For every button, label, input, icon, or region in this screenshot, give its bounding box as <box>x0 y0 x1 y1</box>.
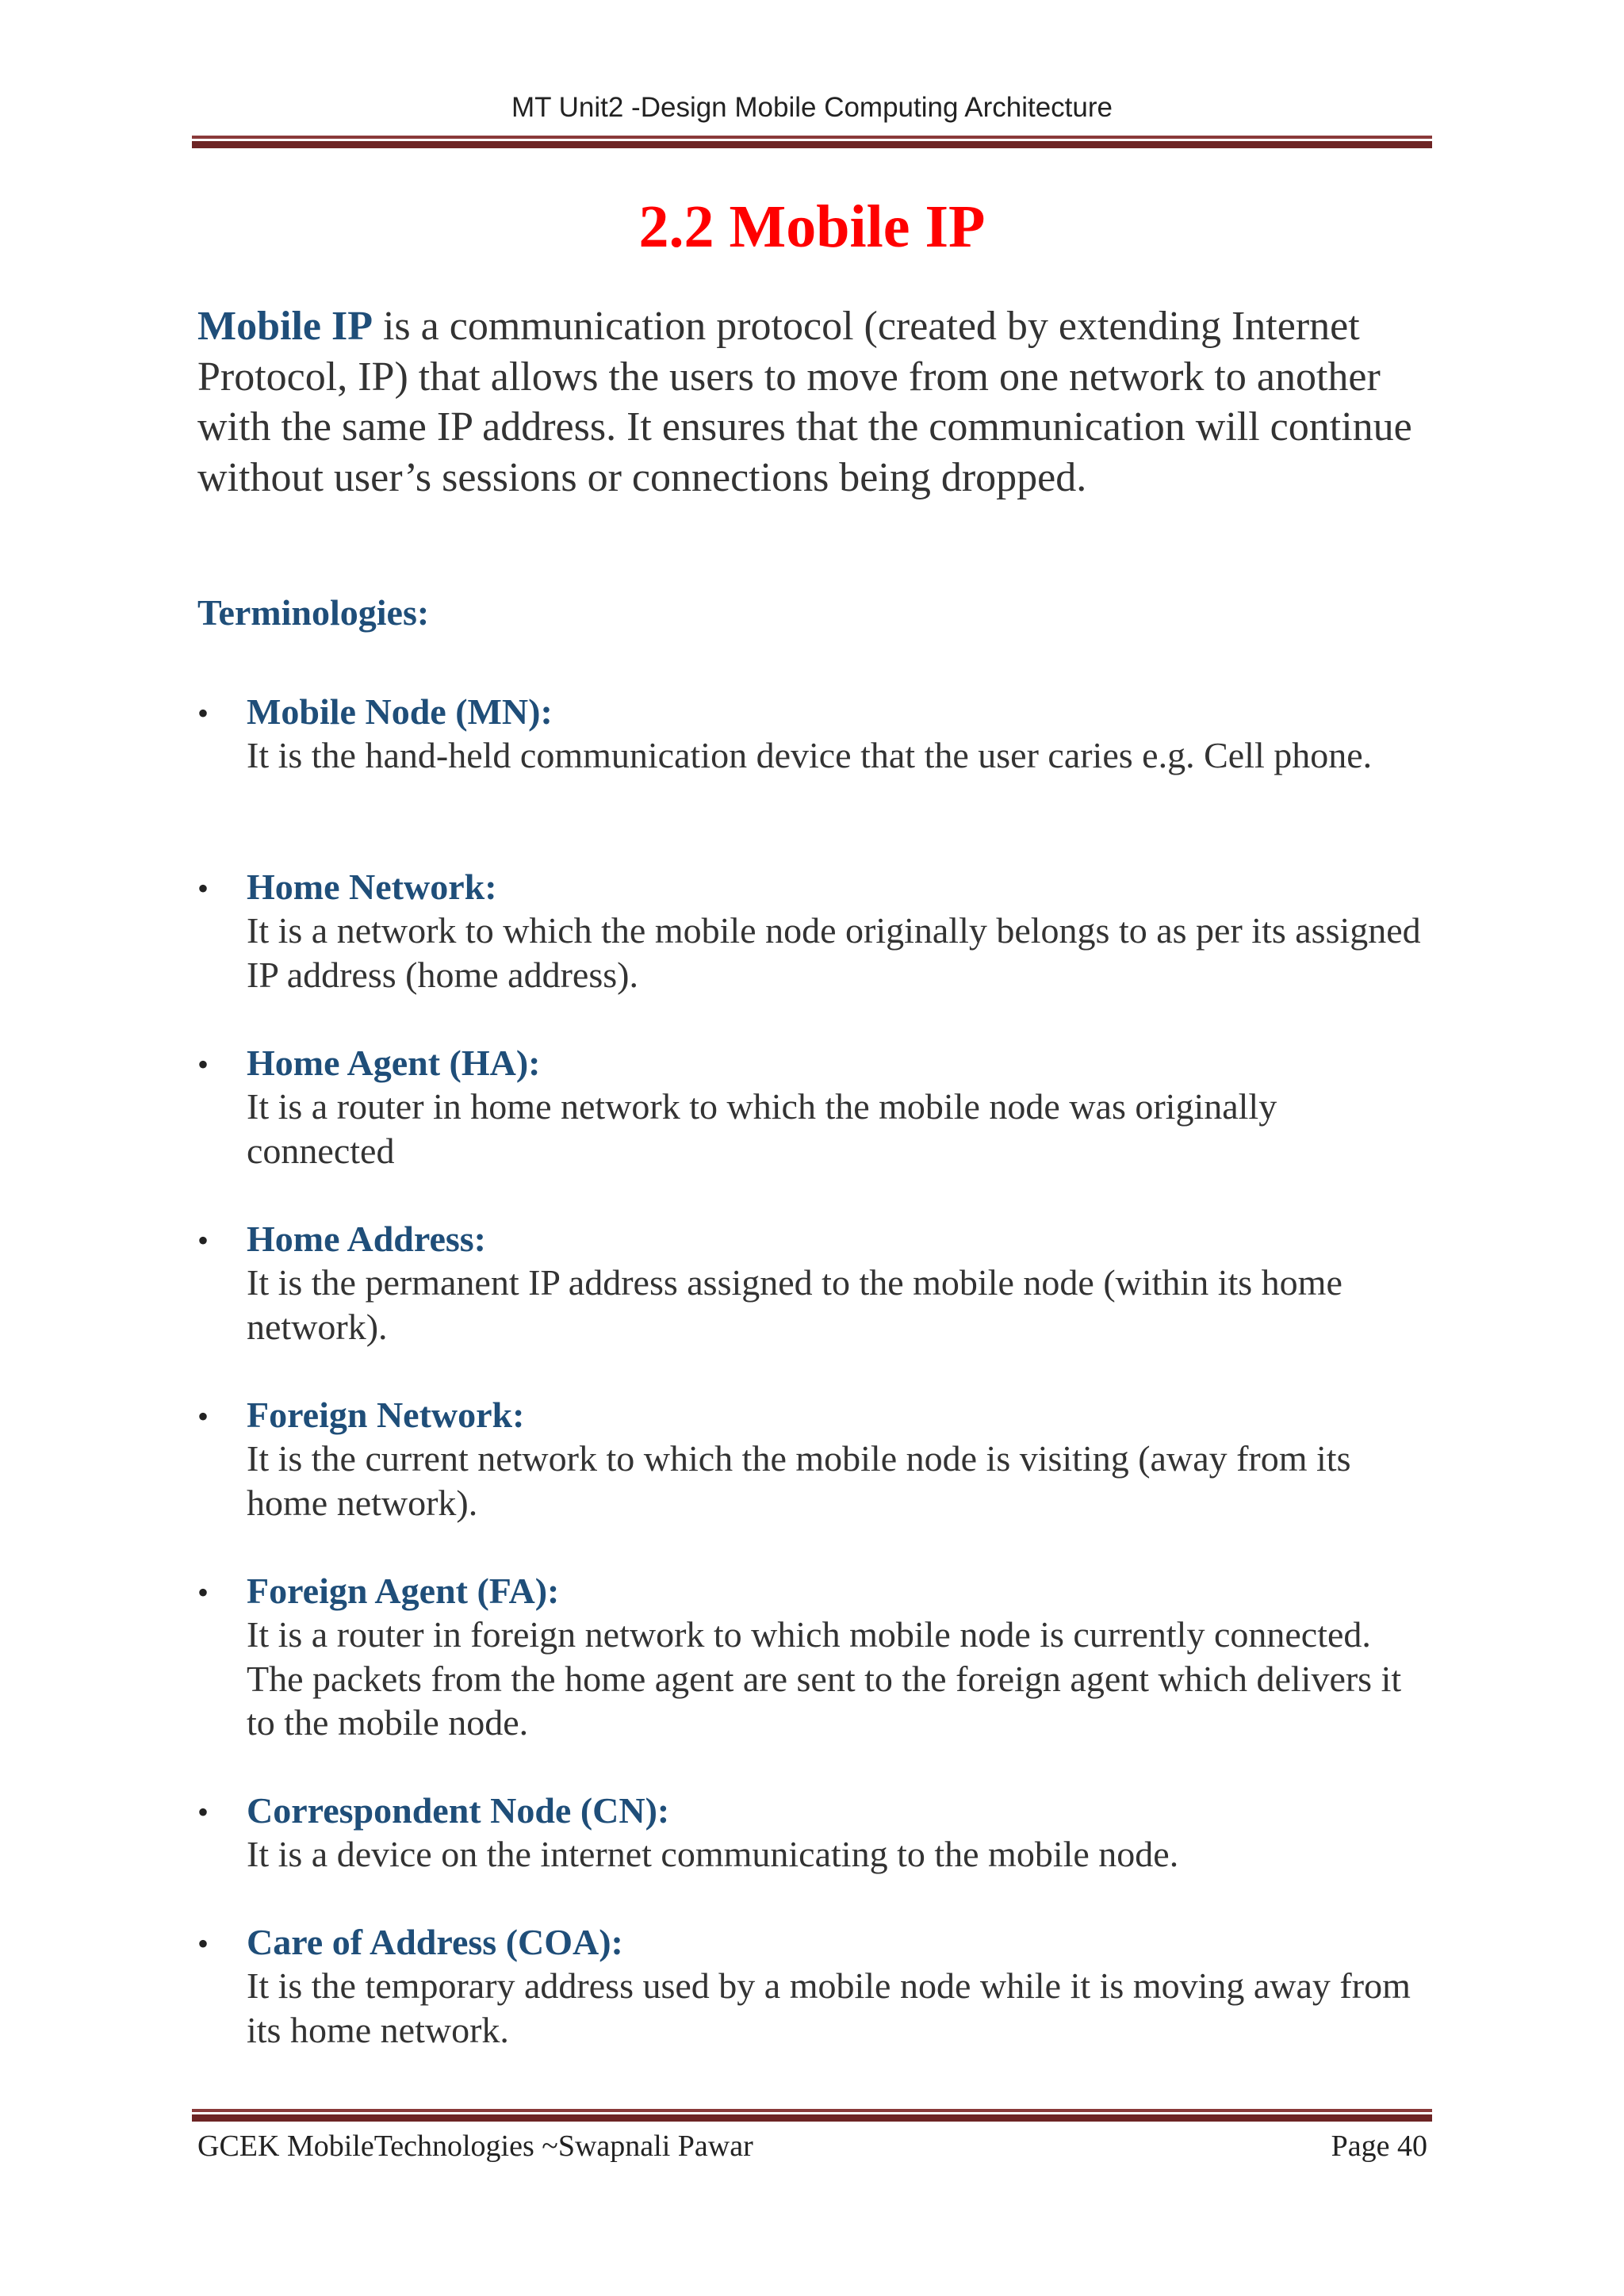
term-description: It is the temporary address used by a mobile node while it is moving away from its home network. <box>247 1965 1411 2050</box>
section-title: 2.2 Mobile IP <box>638 193 986 260</box>
bullet-icon: • <box>197 871 209 906</box>
term-description: It is the permanent IP address assigned to the mobile node (within its home network). <box>247 1262 1342 1347</box>
intro-lead-term: Mobile IP <box>197 304 373 349</box>
bullet-icon: • <box>197 1399 209 1434</box>
bullet-icon: • <box>197 1047 209 1082</box>
term-description: It is a network to which the mobile node originally belongs to as per its assigned IP address (home address). <box>247 910 1421 995</box>
bullet-icon: • <box>197 695 209 731</box>
term-title: Foreign Network: <box>247 1395 525 1435</box>
term-title: Home Address: <box>247 1219 486 1259</box>
bullet-icon: • <box>197 1575 209 1610</box>
term-title: Home Agent (HA): <box>247 1043 541 1083</box>
term-description: It is the hand-held communication device that the user caries e.g. Cell phone. <box>247 735 1373 775</box>
intro-paragraph <box>197 301 1434 503</box>
footer-credit: GCEK MobileTechnologies ~Swapnali Pawar <box>197 2130 753 2163</box>
term-title: Foreign Agent (FA): <box>247 1571 560 1611</box>
term-description: It is a router in foreign network to which mobile node is currently connected. The packets from the home agent are sent to the foreign agent which delivers it to the mobile node. <box>247 1614 1402 1743</box>
term-title: Correspondent Node (CN): <box>247 1790 670 1831</box>
intro-text: is a communication protocol (created by extending Internet Protocol, IP) that allows the users to move from one network to another with the same IP address. It ensures that the communication will continue without user’s sessions or connections being dropped. <box>197 304 1412 500</box>
term-description: It is a router in home network to which the mobile node was originally connected <box>247 1086 1277 1171</box>
bullet-icon: • <box>197 1223 209 1258</box>
term-title: Care of Address (COA): <box>247 1922 623 1962</box>
page-number: Page 40 <box>1331 2130 1427 2163</box>
term-description: It is the current network to which the mobile node is visiting (away from its home network). <box>247 1438 1351 1523</box>
bullet-icon: • <box>197 1926 209 1961</box>
header-rule <box>192 136 1432 148</box>
term-title: Home Network: <box>247 867 497 907</box>
bullet-icon: • <box>197 1794 209 1830</box>
running-header: MT Unit2 -Design Mobile Computing Architecture <box>511 92 1113 123</box>
term-title: Mobile Node (MN): <box>247 691 553 732</box>
terminologies-heading: Terminologies: <box>197 592 430 633</box>
term-description: It is a device on the internet communicating to the mobile node. <box>247 1834 1179 1874</box>
footer-rule <box>192 2109 1432 2122</box>
